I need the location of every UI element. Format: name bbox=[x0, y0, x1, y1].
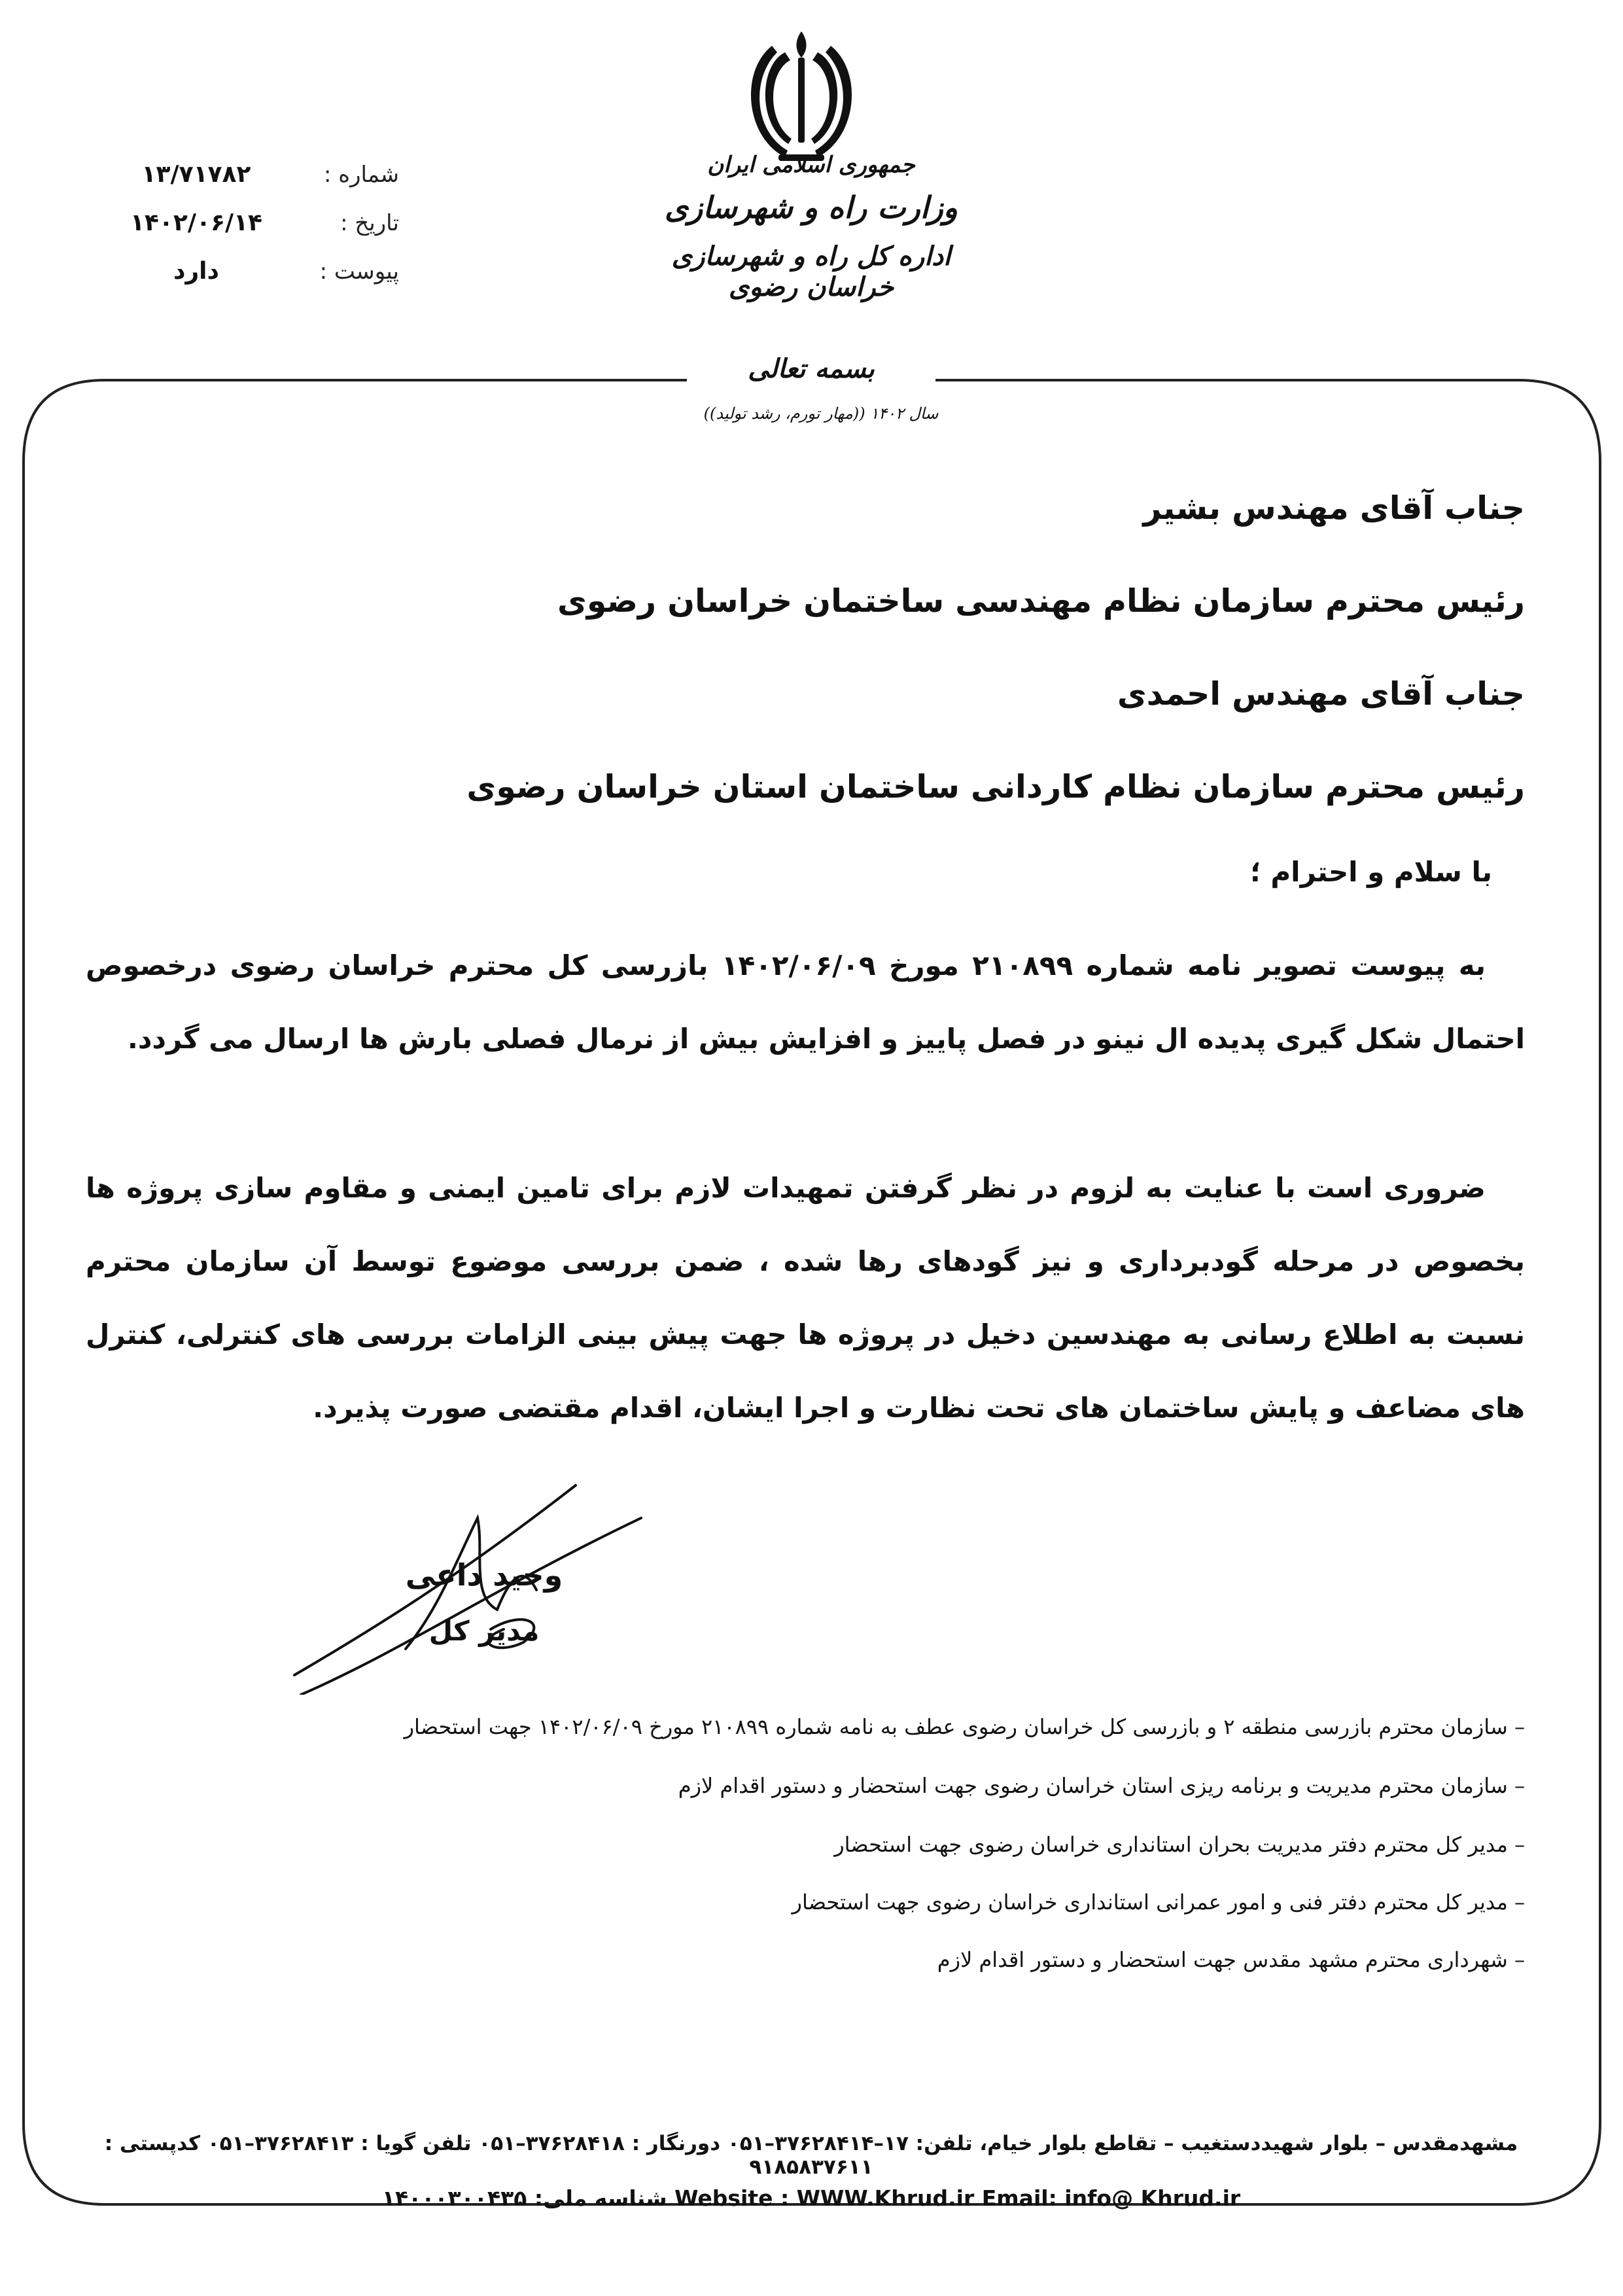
cc-item: – سازمان محترم مدیریت و برنامه ریزی استان خراسان رضوی جهت استحضار و دستور اقدام لازم bbox=[678, 1773, 1525, 1798]
ministry-line-department: اداره کل راه و شهرسازی خراسان رضوی bbox=[671, 241, 951, 302]
signatory-title: مدیر کل bbox=[428, 1615, 540, 1647]
letter-date-row bbox=[111, 202, 399, 245]
letter-attachment-row bbox=[111, 250, 399, 293]
letter-date-label: تاریخ : bbox=[340, 210, 399, 236]
year-slogan: سال ۱۴۰۲ ((مهار تورم، رشد تولید)) bbox=[703, 404, 939, 423]
footer-web-line: Website : WWW.Khrud.ir Email: info@ Khrud.ir شناسه ملی: ۱۴۰۰۰۳۰۰۴۳۵ bbox=[381, 2185, 1241, 2211]
ministry-line-ministry: وزارت راه و شهرسازی bbox=[665, 190, 958, 225]
iran-emblem-icon bbox=[739, 26, 864, 167]
greeting: با سلام و احترام ؛ bbox=[1249, 856, 1492, 888]
bismillah-heading: بسمه تعالی bbox=[687, 353, 935, 384]
letter-attachment-value: دارد bbox=[173, 258, 219, 285]
cc-item: – مدیر کل محترم دفتر مدیریت بحران استانداری خراسان رضوی جهت استحضار bbox=[834, 1832, 1525, 1857]
letter-number-value: ۱۳/۷۱۷۸۲ bbox=[141, 161, 251, 188]
recipient-1: جناب آقای مهندس بشیر bbox=[1143, 489, 1525, 527]
body-paragraph-2: ضروری است با عنایت به لزوم در نظر گرفتن تمهیدات لازم برای تامین ایمنی و مقاوم سازی پروژه ها بخصوص در مرحله گودبرداری و نیز گودهای رها شده ، ضمن بررسی موضوع توسط آن سازمان محترم نسبت به اطلاع رسانی به مهندسین دخیل در پروژه ها جهت پیش بینی الزامات بررسی های کنترلی، کنترل های مضاعف و پایش ساختمان های تحت نظارت و اجرا ایشان، اقدام مقتضی صورت پذیرد. bbox=[86, 1172, 1525, 1424]
ministry-line-republic: جمهوری اسلامی ایران bbox=[707, 152, 915, 178]
letter-number-label: شماره : bbox=[324, 162, 399, 188]
footer-address-line: مشهدمقدس – بلوار شهیددستغیب – تقاطع بلوار خیام، تلفن: ۱۷–۳۷۶۲۸۴۱۴–۰۵۱ دورنگار : ۳۷۶۲۸۴۱۸–۰۵۱ تلفن گویا : ۳۷۶۲۸۴۱۳–۰۵۱ کدپستی : ۹۱۸۵۸۳۷۶۱۱ bbox=[104, 2132, 1518, 2179]
cc-item: – مدیر کل محترم دفتر فنی و امور عمرانی استانداری خراسان رضوی جهت استحضار bbox=[792, 1890, 1525, 1915]
signatory-name: وحید داعی bbox=[405, 1557, 563, 1593]
recipient-2: جناب آقای مهندس احمدی bbox=[1117, 675, 1525, 713]
body-paragraph-1: به پیوست تصویر نامه شماره ۲۱۰۸۹۹ مورخ ۱۴۰۲/۰۶/۰۹ بازرسی کل محترم خراسان رضوی درخصوص احتمال شکل گیری پدیده ال نینو در فصل پاییز و افزایش بیش از نرمال فصلی بارش ها ارسال می گردد. bbox=[86, 949, 1525, 1055]
letter-attachment-label: پیوست : bbox=[319, 258, 399, 285]
letter-date-value: ۱۴۰۲/۰۶/۱۴ bbox=[130, 209, 263, 236]
recipient-1-title: رئیس محترم سازمان نظام مهندسی ساختمان خراسان رضوی bbox=[557, 582, 1525, 620]
letter-number-row bbox=[111, 153, 399, 196]
recipient-2-title: رئیس محترم سازمان نظام کاردانی ساختمان استان خراسان رضوی bbox=[466, 768, 1525, 805]
cc-item: – سازمان محترم بازرسی منطقه ۲ و بازرسی کل خراسان رضوی عطف به نامه شماره ۲۱۰۸۹۹ مورخ ۱۴۰۲/۰۶/۰۹ جهت استحضار bbox=[404, 1714, 1525, 1739]
cc-item: – شهرداری محترم مشهد مقدس جهت استحضار و دستور اقدام لازم bbox=[937, 1947, 1525, 1972]
